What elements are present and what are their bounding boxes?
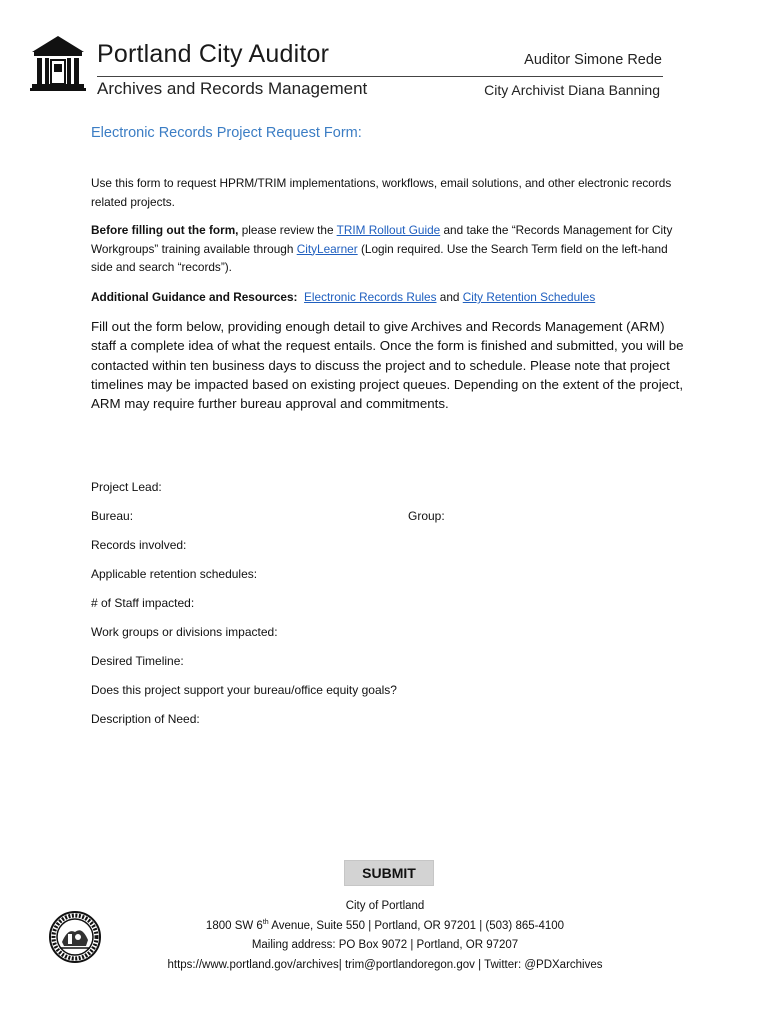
city-retention-schedules-link[interactable]: City Retention Schedules [462,290,596,304]
intro-paragraph: Use this form to request HPRM/TRIM implementations, workflows, email solutions, and other electronic records related projects. [91,176,672,209]
before-text-1: please review the [238,223,337,237]
submit-button[interactable]: SUBMIT [344,860,434,886]
page-title: Portland City Auditor [97,40,330,68]
before-bold-label: Before filling out the form, [91,223,239,237]
trim-rollout-guide-link[interactable]: TRIM Rollout Guide [336,223,441,237]
records-involved-field[interactable]: Records involved: [91,538,187,552]
form-title: Electronic Records Project Request Form: [91,125,362,141]
bureau-field[interactable]: Bureau: [91,509,134,523]
group-field[interactable]: Group: [408,509,445,523]
retention-schedules-field[interactable]: Applicable retention schedules: [91,567,258,581]
electronic-records-rules-link[interactable]: Electronic Records Rules [304,290,437,304]
work-groups-field[interactable]: Work groups or divisions impacted: [91,625,278,639]
footer-city: City of Portland [345,900,425,912]
header-divider [97,76,663,77]
guidance-and-text: and [436,290,463,304]
guidance-bold-label: Additional Guidance and Resources: [91,290,298,304]
footer-mailing: Mailing address: PO Box 9072 | Portland, OR 97207 [251,939,519,951]
footer-contact: https://www.portland.gov/archives| trim@portlandoregon.gov | Twitter: @PDXarchives [167,959,603,971]
instructions-paragraph: Fill out the form below, providing enough detail to give Archives and Records Management (ARM) staff a complete idea of what the request entails. Once the form is finished and submitted, you will be contacted within ten business days to discuss the project and to schedule. Please note that project timelines may be impacted based on existing project queues. Depending on the extent of the project, ARM may require further bureau approval and commitments. [91,319,684,412]
before-text-2: and take the “Records Management for City Workgroups” training available through [91,223,673,256]
city-hall-logo-icon [30,34,86,92]
archivist-name: City Archivist Diana Banning [484,82,660,98]
footer-address-pre: 1800 SW 6 [205,919,263,932]
page-subtitle: Archives and Records Management [97,79,368,98]
project-lead-field[interactable]: Project Lead: [91,480,162,494]
staff-impacted-field[interactable]: # of Staff impacted: [91,596,195,610]
footer-address [0,919,770,932]
auditor-name: Auditor Simone Rede [524,52,662,68]
footer-address-sup: th [262,919,269,926]
desired-timeline-field[interactable]: Desired Timeline: [91,654,184,668]
guidance-paragraph [91,288,691,307]
citylearner-link[interactable]: CityLearner [296,241,358,256]
description-of-need-field[interactable]: Description of Need: [91,712,200,726]
footer-address-post: Avenue, Suite 550 | Portland, OR 97201 | (503) 865-4100 [268,919,565,932]
before-paragraph [91,221,691,277]
before-text-3: (Login required. Use the Search Term field on the left-hand side and search “records”). [91,241,668,274]
equity-goals-field[interactable]: Does this project support your bureau/office equity goals? [91,683,397,697]
